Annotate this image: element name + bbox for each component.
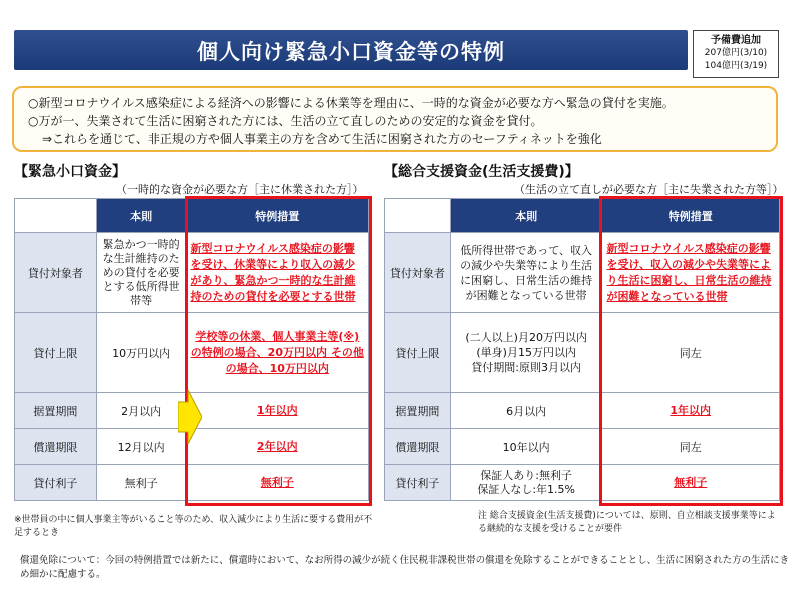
left-row-head: 償還期限 xyxy=(15,429,97,465)
left-footnote: ※世帯員の中に個人事業主等がいること等のため、収入減少により生活に要する費用が不足するとき xyxy=(14,515,373,538)
right-row-head: 償還期限 xyxy=(385,429,451,465)
right-row-main xyxy=(450,465,602,501)
left-col-main: 本則 xyxy=(96,199,186,233)
right-col-special: 特例措置 xyxy=(602,199,780,233)
left-row-special: 1年以内 xyxy=(186,393,368,429)
page-title: 個人向け緊急小口資金等の特例 xyxy=(197,40,505,64)
right-row-head: 貸付利子 xyxy=(385,465,451,501)
right-row-head: 据置期間 xyxy=(385,393,451,429)
repayment-exemption-note: 償還免除について：今回の特例措置では新たに、償還時において、なお所得の減少が続く住民税非課税世帯の償還を免除することができることとし、生活に困窮された方の生活にきめ細かに配慮する。 xyxy=(20,555,790,580)
left-row-main: 緊急かつ一時的な生計維持のための貸付を必要とする低所得世帯等 xyxy=(96,233,186,313)
budget-line-2: 104億円(3/19) xyxy=(704,61,768,71)
right-row-special: 新型コロナウイルス感染症の影響を受け、収入の減少や失業等により生活に困窮し、日常生活の維持が困難となっている世帯 xyxy=(602,233,780,313)
left-row-special: 2年以内 xyxy=(186,429,368,465)
left-row-special: 学校等の休業、個人事業主等(※)の特例の場合、20万円以内 その他の場合、10万円以内 xyxy=(186,313,368,393)
budget-box xyxy=(693,30,779,78)
left-row-special: 新型コロナウイルス感染症の影響を受け、休業等により収入の減少があり、緊急かつ一時的な生計維持のための貸付を必要とする世帯 xyxy=(186,233,368,313)
title-banner xyxy=(14,30,688,70)
left-section-title: 【緊急小口資金】 xyxy=(14,164,126,180)
left-col-special: 特例措置 xyxy=(186,199,368,233)
left-row-head: 貸付利子 xyxy=(15,465,97,501)
right-section-title: 【総合支援資金(生活支援費)】 xyxy=(384,164,579,180)
intro-line-1: ○新型コロナウイルス感染症による経済への影響による休業等を理由に、一時的な資金が必要な方へ緊急の貸付を実施。 xyxy=(28,96,674,110)
left-table xyxy=(14,198,369,501)
right-limit-line-3: 貸付期間:原則3月以内 xyxy=(471,361,582,374)
left-row-special: 無利子 xyxy=(186,465,368,501)
right-footnote: 注 総合支援資金(生活支援費)については、原則、自立相談支援事業等による継続的な支援を受けることが要件 xyxy=(478,511,776,534)
left-row-head: 貸付対象者 xyxy=(15,233,97,313)
arrow-right-icon xyxy=(178,390,202,444)
right-table xyxy=(384,198,780,501)
right-interest-line-2: 保証人なし:年1.5% xyxy=(477,482,575,496)
right-row-special: 無利子 xyxy=(602,465,780,501)
budget-title: 予備費追加 xyxy=(711,35,761,46)
left-row-main: 2月以内 xyxy=(96,393,186,429)
right-section-subtitle: （生活の立て直しが必要な方［主に失業された方等］） xyxy=(514,183,784,196)
left-row-head: 貸付上限 xyxy=(15,313,97,393)
left-row-main: 12月以内 xyxy=(96,429,186,465)
right-col-main: 本則 xyxy=(450,199,602,233)
left-row-head: 据置期間 xyxy=(15,393,97,429)
right-limit-line-2: (単身)月15万円以内 xyxy=(476,346,576,359)
right-row-main xyxy=(450,313,602,393)
left-row-main: 無利子 xyxy=(96,465,186,501)
right-row-special: 同左 xyxy=(602,313,780,393)
left-section-subtitle: （一時的な資金が必要な方［主に休業された方］） xyxy=(116,183,364,196)
right-interest-line-1: 保証人あり:無利子 xyxy=(480,468,573,482)
right-row-head: 貸付対象者 xyxy=(385,233,451,313)
right-row-main: 低所得世帯であって、収入の減少や失業等により生活に困窮し、日常生活の維持が困難となっている世帯 xyxy=(450,233,602,313)
right-row-special: 1年以内 xyxy=(602,393,780,429)
left-corner-cell xyxy=(15,199,97,233)
intro-line-3: ⇒これらを通じて、非正規の方や個人事業主の方を含めて生活に困窮された方のセーフティネットを強化 xyxy=(42,132,602,146)
right-limit-line-1: (二人以上)月20万円以内 xyxy=(465,331,587,344)
intro-box xyxy=(12,86,778,152)
intro-line-2: ○万が一、失業されて生活に困窮された方には、生活の立て直しのための安定的な資金を貸付。 xyxy=(28,114,543,128)
right-corner-cell xyxy=(385,199,451,233)
right-row-special: 同左 xyxy=(602,429,780,465)
right-row-main: 6月以内 xyxy=(450,393,602,429)
budget-line-1: 207億円(3/10) xyxy=(704,48,768,58)
left-row-main: 10万円以内 xyxy=(96,313,186,393)
right-row-head: 貸付上限 xyxy=(385,313,451,393)
right-row-main: 10年以内 xyxy=(450,429,602,465)
